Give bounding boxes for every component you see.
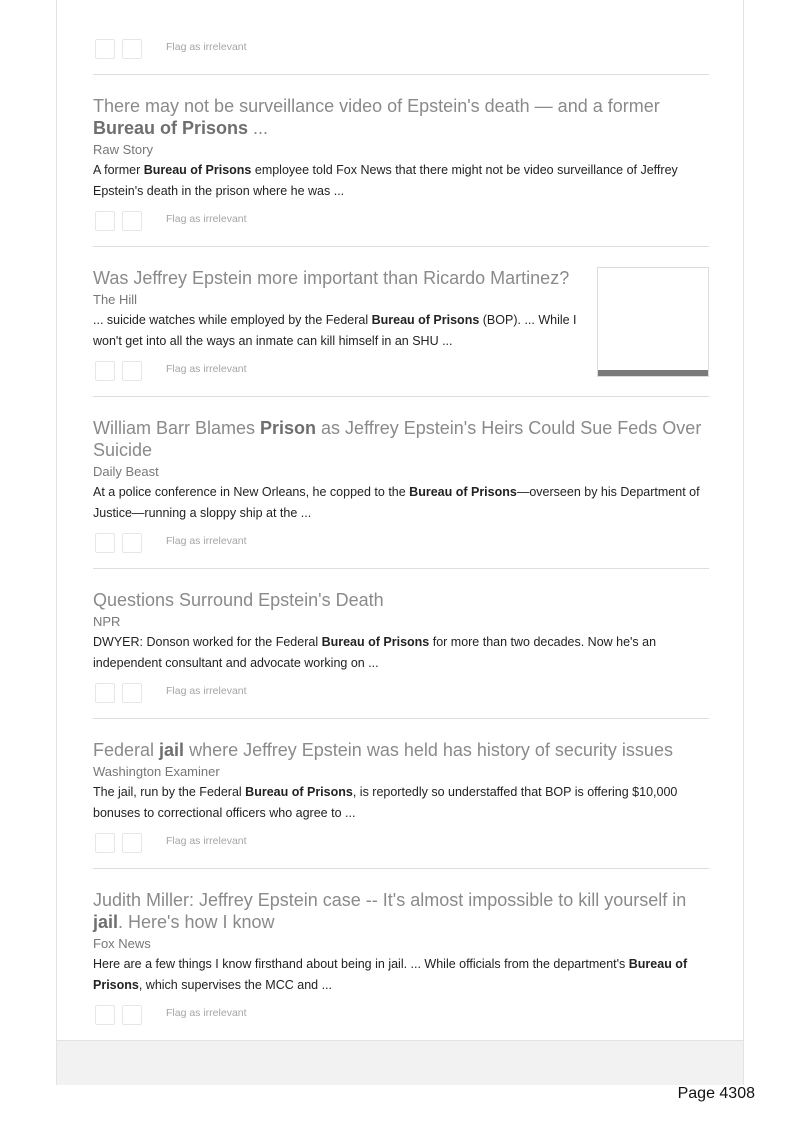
thumbs-up-checkbox[interactable] xyxy=(95,1005,115,1025)
result-snippet: The jail, run by the Federal Bureau of Prisons, is reportedly so understaffed that BOP is offering $10,000 bonuses to correctional officers who agree to ... xyxy=(93,785,678,820)
result-item xyxy=(93,739,709,824)
result-item xyxy=(93,417,709,524)
result-source: NPR xyxy=(93,614,121,629)
page-number: Page 4308 xyxy=(677,1085,755,1102)
result-thumbnail[interactable] xyxy=(597,267,709,377)
result-title-link[interactable]: Questions Surround Epstein's Death xyxy=(93,590,384,610)
result-source: Raw Story xyxy=(93,142,153,157)
result-source: Fox News xyxy=(93,936,151,951)
flag-irrelevant-link[interactable]: Flag as irrelevant xyxy=(166,685,247,697)
thumbs-up-checkbox[interactable] xyxy=(95,683,115,703)
thumbs-down-checkbox[interactable] xyxy=(122,533,142,553)
result-item xyxy=(93,95,709,202)
result-actions xyxy=(93,683,393,703)
result-title[interactable] xyxy=(93,95,709,139)
result-actions xyxy=(93,1005,393,1025)
result-actions xyxy=(93,833,393,853)
result-title[interactable] xyxy=(93,889,709,933)
result-snippet: Here are a few things I know firsthand about being in jail. ... While officials from the department's Bureau of Prisons, which supervises the MCC and ... xyxy=(93,957,688,992)
result-title-link[interactable]: William Barr Blames Prison as Jeffrey Epstein's Heirs Could Sue Feds Over Suicide xyxy=(93,418,702,460)
results-card xyxy=(56,0,744,1085)
thumbs-down-checkbox[interactable] xyxy=(122,683,142,703)
divider xyxy=(93,246,709,247)
thumbs-down-checkbox[interactable] xyxy=(122,39,142,59)
result-snippet: A former Bureau of Prisons employee told Fox News that there might not be video surveillance of Jeffrey Epstein's death in the prison where he was ... xyxy=(93,163,678,198)
divider xyxy=(93,568,709,569)
result-title[interactable] xyxy=(93,589,709,611)
result-source: Daily Beast xyxy=(93,464,159,479)
divider xyxy=(93,74,709,75)
flag-irrelevant-link[interactable]: Flag as irrelevant xyxy=(166,213,247,225)
divider xyxy=(93,868,709,869)
result-title-link[interactable]: Was Jeffrey Epstein more important than Ricardo Martinez? xyxy=(93,268,570,288)
result-actions xyxy=(93,361,393,381)
thumbnail-caption-bar xyxy=(598,370,708,376)
thumbs-up-checkbox[interactable] xyxy=(95,833,115,853)
card-footer xyxy=(57,1040,743,1085)
flag-irrelevant-link[interactable]: Flag as irrelevant xyxy=(166,1007,247,1019)
result-title[interactable] xyxy=(93,417,709,461)
result-item xyxy=(93,589,709,674)
divider xyxy=(93,396,709,397)
result-snippet: DWYER: Donson worked for the Federal Bureau of Prisons for more than two decades. Now he's an independent consultant and advocate working on ... xyxy=(93,635,657,670)
result-title-link[interactable]: Judith Miller: Jeffrey Epstein case -- It's almost impossible to kill yourself in jail. Here's how I know xyxy=(93,890,687,932)
thumbs-up-checkbox[interactable] xyxy=(95,211,115,231)
thumbs-up-checkbox[interactable] xyxy=(95,361,115,381)
flag-irrelevant-link[interactable]: Flag as irrelevant xyxy=(166,535,247,547)
result-snippet: At a police conference in New Orleans, he copped to the Bureau of Prisons—overseen by his Department of Justice—running a sloppy ship at the ... xyxy=(93,485,700,520)
result-snippet: ... suicide watches while employed by the Federal Bureau of Prisons (BOP). ... While I won't get into all the ways an inmate can kill himself in an SHU ... xyxy=(93,313,577,348)
thumbs-down-checkbox[interactable] xyxy=(122,211,142,231)
result-actions xyxy=(93,39,393,59)
divider xyxy=(93,718,709,719)
flag-irrelevant-link[interactable]: Flag as irrelevant xyxy=(166,835,247,847)
thumbs-down-checkbox[interactable] xyxy=(122,833,142,853)
result-title-link[interactable]: There may not be surveillance video of Epstein's death — and a former Bureau of Prisons ... xyxy=(93,96,660,138)
flag-irrelevant-link[interactable]: Flag as irrelevant xyxy=(166,363,247,375)
result-source: Washington Examiner xyxy=(93,764,220,779)
result-item xyxy=(93,267,583,352)
thumbs-down-checkbox[interactable] xyxy=(122,361,142,381)
thumbs-up-checkbox[interactable] xyxy=(95,533,115,553)
result-title[interactable] xyxy=(93,739,709,761)
result-title-link[interactable]: Federal jail where Jeffrey Epstein was held has history of security issues xyxy=(93,740,673,760)
result-actions xyxy=(93,211,393,231)
flag-irrelevant-link[interactable]: Flag as irrelevant xyxy=(166,41,247,53)
result-title[interactable] xyxy=(93,267,583,289)
result-item xyxy=(93,889,709,996)
thumbs-up-checkbox[interactable] xyxy=(95,39,115,59)
result-actions xyxy=(93,533,393,553)
thumbs-down-checkbox[interactable] xyxy=(122,1005,142,1025)
result-source: The Hill xyxy=(93,292,138,307)
